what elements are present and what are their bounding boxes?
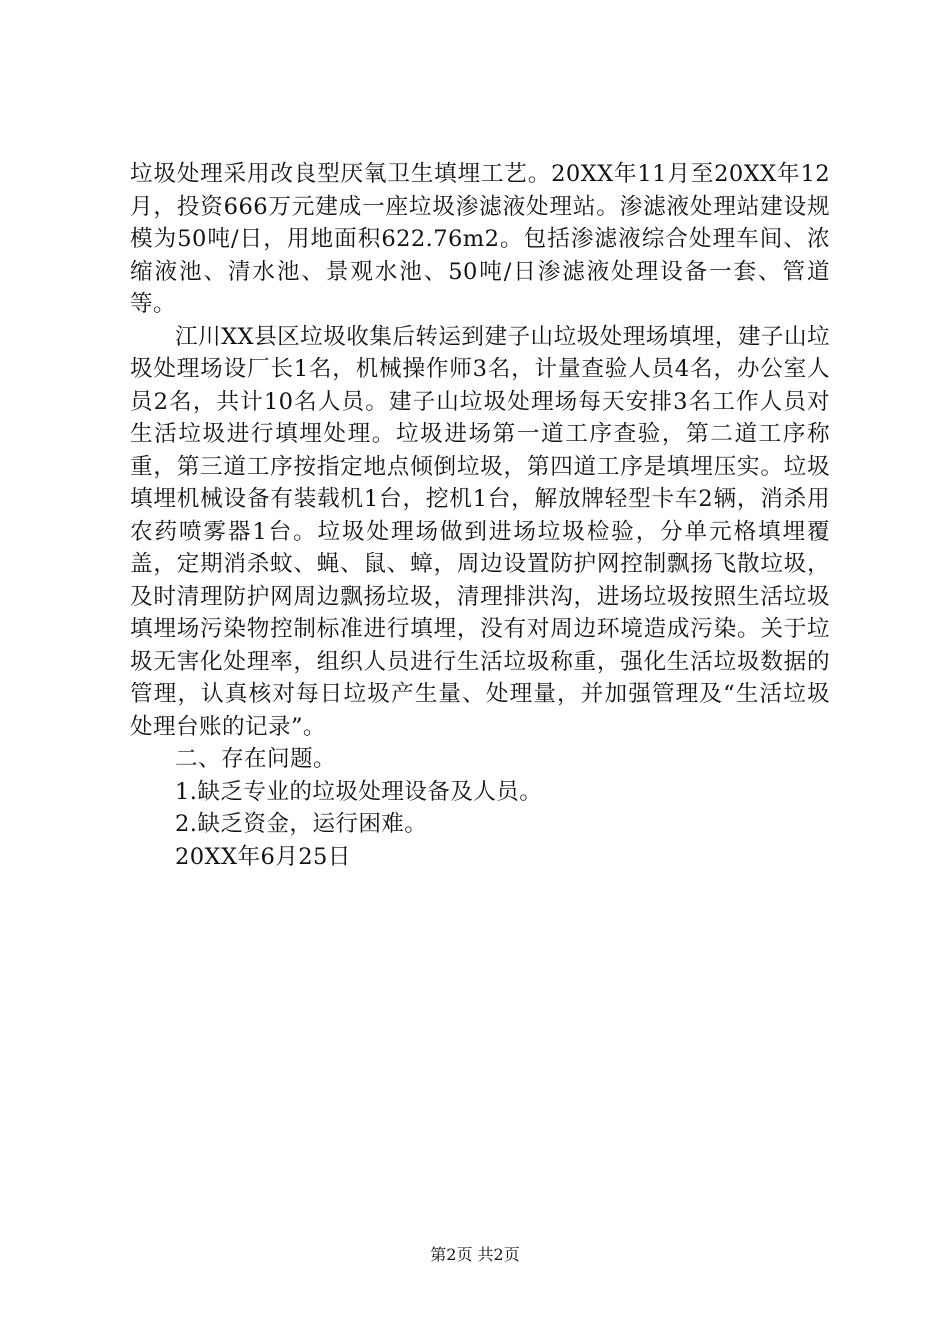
document-date: 20XX年6月25日: [175, 843, 351, 870]
paragraph-leachate-station: 垃圾处理采用改良型厌氧卫生填埋工艺。20XX年11月至20XX年12月，投资666万元建成一座垃圾渗滤液处理站。渗滤液处理站建设规模为50吨/日，用地面积622.76m2。包括渗滤液综合处理车间、浓缩液池、清水池、景观水池、50吨/日渗滤液处理设备一套、管道等。: [130, 161, 830, 317]
problem-item-2: 2.缺乏资金，运行困难。: [175, 811, 428, 837]
document-body: [130, 158, 830, 873]
page-number-label: 第2页 共2页: [430, 1245, 520, 1264]
paragraph-landfill-operations: 江川XX县区垃圾收集后转运到建子山垃圾处理场填埋，建子山垃圾处理场设厂长1名，机械操作师3名，计量查验人员4名，办公室人员2名，共计10名人员。建子山垃圾处理场每天安排3名工作人员对生活垃圾进行填埋处理。垃圾进场第一道工序查验，第二道工序称重，第三道工序按指定地点倾倒垃圾，第四道工序是填埋压实。垃圾填埋机械设备有装载机1台，挖机1台，解放牌轻型卡车2辆，消杀用农药喷雾器1台。垃圾处理场做到进场垃圾检验，分单元格填埋覆盖，定期消杀蚊、蝇、鼠、蟑，周边设置防护网控制飘扬飞散垃圾，及时清理防护网周边飘扬垃圾，清理排洪沟，进场垃圾按照生活垃圾填埋场污染物控制标准进行填埋，没有对周边环境造成污染。关于垃圾无害化处理率，组织人员进行生活垃圾称重，强化生活垃圾数据的管理，认真核对每日垃圾产生量、处理量，并加强管理及“生活垃圾处理台账的记录”。: [130, 323, 830, 740]
section-heading-problems: 二、存在问题。: [175, 746, 336, 772]
page-footer: [0, 1244, 950, 1266]
problem-item-1: 1.缺乏专业的垃圾处理设备及人员。: [175, 778, 543, 805]
